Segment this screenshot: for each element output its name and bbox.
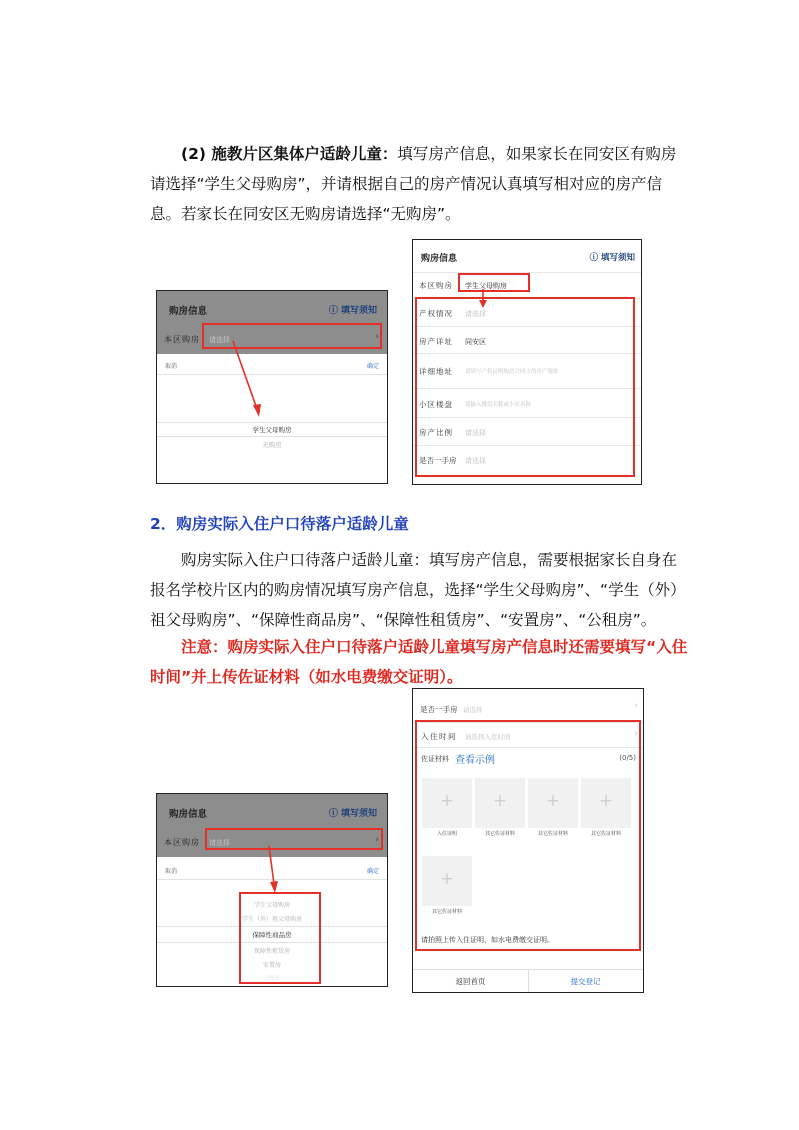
tile-caption: 其它佐证材料 <box>484 831 515 837</box>
section1-lead: (2) 施教片区集体户适龄儿童： <box>181 145 398 163</box>
row-placeholder[interactable]: 请选择 <box>209 839 230 847</box>
notice-link[interactable]: ⓘ 填写须知 <box>328 809 377 819</box>
panel-title: 购房信息 <box>169 809 208 820</box>
cancel-button[interactable]: 取消 <box>165 363 178 370</box>
submit-button[interactable]: 提交登记 <box>570 977 601 986</box>
picker-option[interactable]: 无购房 <box>262 441 282 449</box>
upload-hint: 请拍照上传入住证明，如水电费缴交证明。 <box>421 936 554 944</box>
chevron-right-icon: › <box>632 425 636 434</box>
notice-link[interactable]: ⓘ 填写须知 <box>328 306 377 316</box>
tile-caption: 入住证明 <box>436 831 457 837</box>
row-value[interactable]: 请选择 <box>463 706 483 714</box>
confirm-button[interactable]: 确定 <box>366 363 379 370</box>
highlight-box <box>415 720 641 951</box>
picker-option[interactable]: 学生父母购房 <box>253 902 290 909</box>
picker-option[interactable]: 保障性商品房 <box>252 931 292 939</box>
screenshot-purchase-picker-extended <box>156 793 388 987</box>
plus-icon: + <box>492 791 508 811</box>
row-value[interactable]: 学生父母购房 <box>465 282 507 290</box>
picker-option[interactable]: 学生父母购房 <box>252 426 292 434</box>
row-label: 小区楼盘 <box>419 400 453 409</box>
row-label: 产权情况 <box>419 309 453 318</box>
picker-option[interactable]: 安置房 <box>262 962 281 969</box>
picker-option[interactable]: 学生（外）祖父母购房 <box>241 916 302 923</box>
notice-link[interactable]: ⓘ 填写须知 <box>589 253 635 263</box>
arrow-icon <box>157 794 387 986</box>
row-value[interactable]: 同安区 <box>465 338 486 346</box>
chevron-right-icon: › <box>632 306 636 315</box>
panel-title: 购房信息 <box>421 254 458 264</box>
plus-icon: + <box>598 791 614 811</box>
bottom-bar <box>413 969 643 992</box>
row-value[interactable]: 请填写产权证明购房合同上的房产地址 <box>465 369 559 375</box>
row-value[interactable]: 请选择 <box>465 310 486 318</box>
plus-icon: + <box>439 791 455 811</box>
plus-icon: + <box>439 869 455 889</box>
chevron-right-icon: › <box>632 453 636 462</box>
row-value[interactable]: 请输入楼盘名称或小区名称 <box>465 402 532 408</box>
tile-caption: 其它佐证材料 <box>431 909 462 915</box>
paragraph-note: 注意：购房实际入住户口待落户适龄儿童填写房产信息时还需要填写“入住时间”并上传佐证材料（如水电费缴交证明）。 <box>150 638 688 686</box>
chevron-right-icon: › <box>375 332 379 342</box>
row-value[interactable]: 请选择 <box>465 457 486 465</box>
row-placeholder[interactable]: 请选择 <box>209 336 230 344</box>
paragraph-section2: 购房实际入住户口待落户适龄儿童：填写房产信息，需要根据家长自身在报名学校片区内的购房情况填写房产信息，选择“学生父母购房”、“学生（外）祖父母购房”、“保障性商品房”、“保障性租赁房”、“安置房”、“公租房”。 <box>150 551 686 629</box>
chevron-right-icon: › <box>634 701 638 711</box>
row-label: 本区购房 <box>164 335 200 344</box>
row-label: 详细地址 <box>419 367 453 376</box>
back-home-button[interactable]: 返回首页 <box>455 977 486 986</box>
row-label: 是否一手房 <box>419 456 457 465</box>
arrow-icon <box>413 240 641 484</box>
row-label: 是否一手房 <box>420 705 458 714</box>
screenshot-purchase-picker <box>156 290 388 484</box>
upload-count: (0/5) <box>619 754 636 762</box>
row-label: 本区购房 <box>164 838 200 847</box>
row-label: 房产详址 <box>419 337 453 346</box>
row-value[interactable]: 请选择 <box>465 429 486 437</box>
tile-caption: 其它佐证材料 <box>590 831 621 837</box>
row-label: 入住时间 <box>421 732 457 741</box>
material-label: 佐证材料 <box>421 755 449 763</box>
confirm-button[interactable]: 确定 <box>366 868 379 875</box>
plus-icon: + <box>545 791 561 811</box>
example-link[interactable]: 查看示例 <box>455 755 495 766</box>
row-label: 本区购房 <box>419 281 453 290</box>
row-value[interactable]: 请选择入住时间 <box>465 733 511 741</box>
picker-option[interactable]: 公租房 <box>264 975 280 981</box>
arrow-icon <box>157 291 387 483</box>
panel-title: 购房信息 <box>169 306 208 317</box>
chevron-right-icon: › <box>375 835 379 845</box>
tile-caption: 其它佐证材料 <box>537 831 568 837</box>
chevron-right-icon: › <box>634 729 638 739</box>
chevron-right-icon: › <box>632 334 636 343</box>
row-label: 房产比例 <box>419 428 453 437</box>
screenshot-move-in-upload <box>412 688 644 993</box>
cancel-button[interactable]: 取消 <box>165 868 178 875</box>
picker-option[interactable]: 保障性租赁房 <box>253 948 290 955</box>
section1-body: 填写房产信息，如果家长在同安区有购房请选择“学生父母购房”，并请根据自己的房产情况认真填写相对应的房产信息。若家长在同安区无购房请选择“无购房”。 <box>150 145 677 223</box>
paragraph-section1 <box>150 139 690 229</box>
screenshot-purchase-form <box>412 239 642 485</box>
section-heading: 2．购房实际入住户口待落户适龄儿童 <box>150 515 409 533</box>
